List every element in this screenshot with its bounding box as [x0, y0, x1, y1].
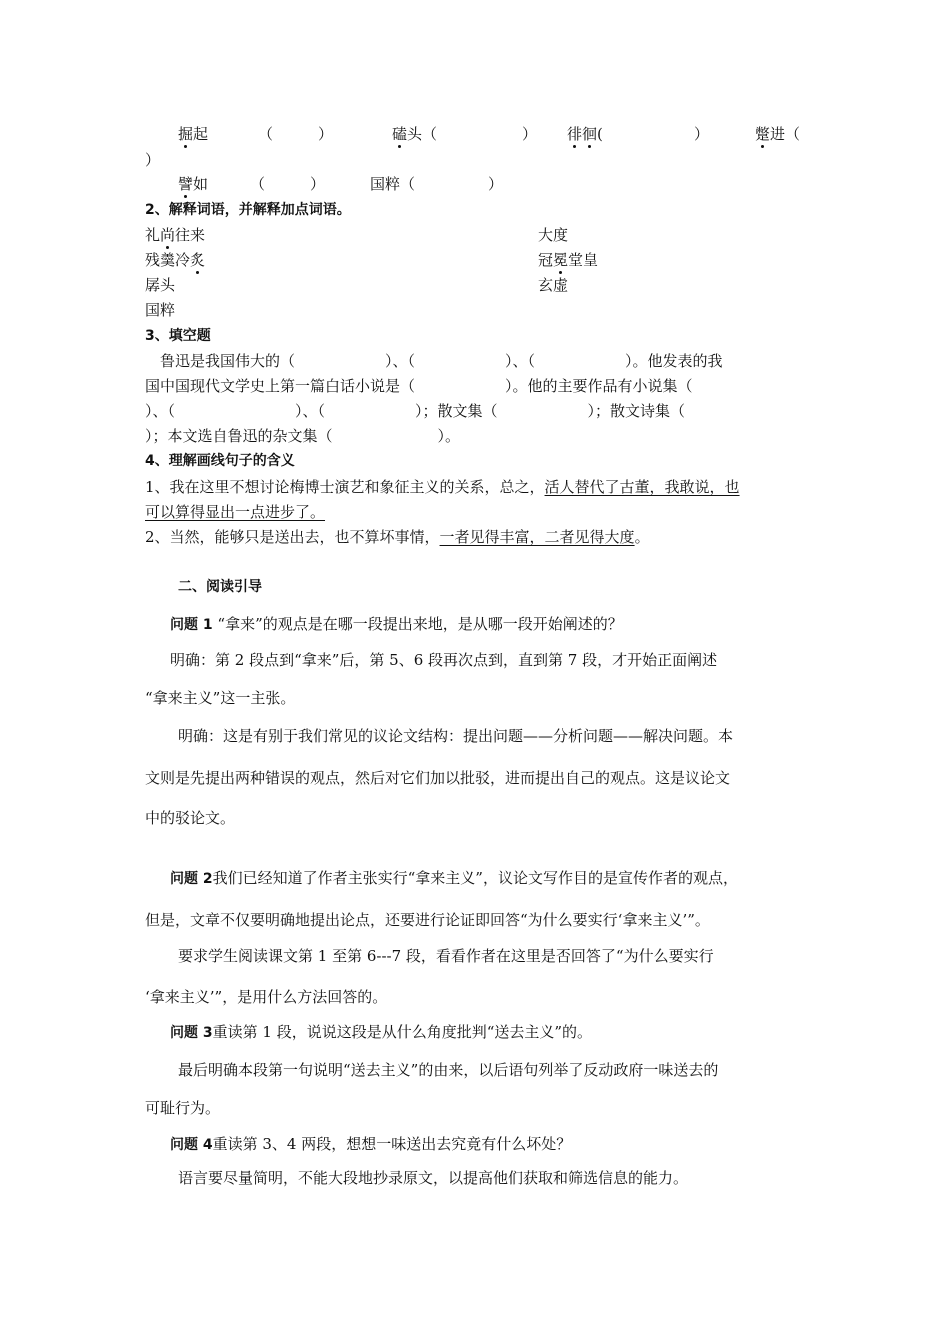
word-char: 如 [193, 175, 209, 193]
answer-line: 文则是先提出两种错误的观点，然后对它们加以批驳，进而提出自己的观点。这是议论文 [145, 769, 731, 787]
word-char: 徘 [567, 125, 583, 143]
word-char: 掘 [178, 125, 194, 143]
term [145, 225, 205, 245]
sentence-1-cont [145, 502, 325, 522]
term: 玄虚 [538, 276, 569, 294]
term-char: 往来 [175, 226, 206, 244]
blank: （ ） [250, 175, 326, 193]
answer-line: “拿来主义”这一主张。 [145, 689, 296, 707]
fill-line: ）、（ ）、（ ）；散文集（ ）；散文诗集（ [145, 402, 686, 420]
answer-line: ‘拿来主义’”，是用什么方法回答的。 [145, 988, 388, 1006]
word-row-2 [178, 174, 208, 194]
word-char: 徊 [582, 125, 598, 143]
part-heading: 二、阅读引导 [178, 579, 262, 595]
section-title: 4、理解画线句子的含义 [145, 453, 295, 469]
question-1 [170, 614, 623, 635]
word-char: 蹩 [755, 125, 771, 143]
fill-line: 鲁迅是我国伟大的（ ）、（ ）、（ ）。他发表的我 [145, 352, 723, 370]
term: 大度 [538, 226, 569, 244]
word-row-1 [178, 124, 208, 144]
underlined-text: 活人替代了古董，我敢说，也 [544, 478, 740, 496]
word-char: 头（ [407, 125, 438, 143]
section-title: 2、解释词语，并解释加点词语。 [145, 202, 351, 218]
answer-line: 最后明确本段第一句说明“送去主义”的由来，以后语句列举了反动政府一味送去的 [178, 1061, 719, 1079]
question-label: 问题 3 [170, 1025, 213, 1041]
term-char: 尚 [160, 226, 176, 244]
sentence-1 [145, 477, 740, 497]
word-row-1 [392, 124, 437, 144]
blank: ） [488, 175, 504, 193]
answer-line: 可耻行为。 [145, 1099, 221, 1117]
word-char: 磕 [392, 125, 408, 143]
question-text: 重读第 1 段，说说这段是从什么角度批判“送去主义”的。 [212, 1023, 593, 1041]
question-text: 重读第 3、4 两段，想想一味送出去究竟有什么坏处？ [212, 1135, 572, 1153]
underlined-text: 可以算得显出一点进步了。 [145, 503, 326, 521]
answer-line: 明确：第 2 段点到“拿来”后，第 5、6 段再次点到，直到第 7 段，才开始正面阐述 [170, 651, 718, 669]
answer-line: 要求学生阅读课文第 1 至第 6---7 段，看看作者在这里是否回答了“为什么要实行 [178, 947, 714, 965]
term [538, 250, 598, 270]
term: 孱头 [145, 276, 176, 294]
blank: ） [522, 125, 538, 143]
question-label: 问题 1 [170, 617, 213, 633]
word-char: 譬 [178, 175, 194, 193]
term [145, 250, 205, 270]
question-text: 我们已经知道了作者主张实行“拿来主义”，议论文写作目的是宣传作者的观点， [212, 869, 738, 887]
term-char: 冠 [538, 251, 554, 269]
blank: ） [694, 125, 710, 143]
sentence-text: 2、当然，能够只是送出去，也不算坏事情， [145, 528, 440, 546]
term-char: 残羹冷 [145, 251, 191, 269]
question-3 [170, 1022, 592, 1043]
answer-line: 明确：这是有别于我们常见的议论文结构：提出问题——分析问题——解决问题。本 [178, 727, 734, 745]
word-char: 进（ [770, 125, 801, 143]
answer-line: 中的驳论文。 [145, 809, 236, 827]
question-4 [170, 1134, 571, 1155]
underlined-text: 一者见得丰富，二者见得大度 [439, 528, 635, 546]
word: 国粹（ [370, 175, 416, 193]
question-line: 但是，文章不仅要明确地提出论点，还要进行论证即回答“为什么要实行‘拿来主义’”。 [145, 911, 710, 929]
wrap-paren: ） [145, 151, 161, 169]
sentence-text: 。 [634, 528, 650, 546]
word-row-1 [755, 124, 800, 144]
term-char: 堂皇 [568, 251, 599, 269]
term-char: 炙 [190, 251, 206, 269]
word-char: ( [597, 125, 603, 143]
fill-line: 国中国现代文学史上第一篇白话小说是（ ）。他的主要作品有小说集（ [145, 377, 693, 395]
question-label: 问题 2 [170, 871, 213, 887]
section-title: 3、填空题 [145, 328, 211, 344]
answer-line: 语言要尽量简明，不能大段地抄录原文，以提高他们获取和筛选信息的能力。 [178, 1169, 689, 1187]
question-2 [170, 868, 738, 889]
sentence-2 [145, 527, 650, 547]
term: 国粹 [145, 301, 176, 319]
blank: （ ） [258, 125, 334, 143]
fill-line: ）；本文选自鲁迅的杂文集（ ）。 [145, 427, 461, 445]
word-row-1 [567, 124, 603, 144]
sentence-text: 1、我在这里不想讨论梅博士演艺和象征主义的关系，总之， [145, 478, 545, 496]
question-label: 问题 4 [170, 1137, 213, 1153]
term-char: 冕 [553, 251, 569, 269]
question-text: “拿来”的观点是在哪一段提出来地，是从哪一段开始阐述的？ [217, 615, 623, 633]
word-char: 起 [193, 125, 209, 143]
term-char: 礼 [145, 226, 161, 244]
